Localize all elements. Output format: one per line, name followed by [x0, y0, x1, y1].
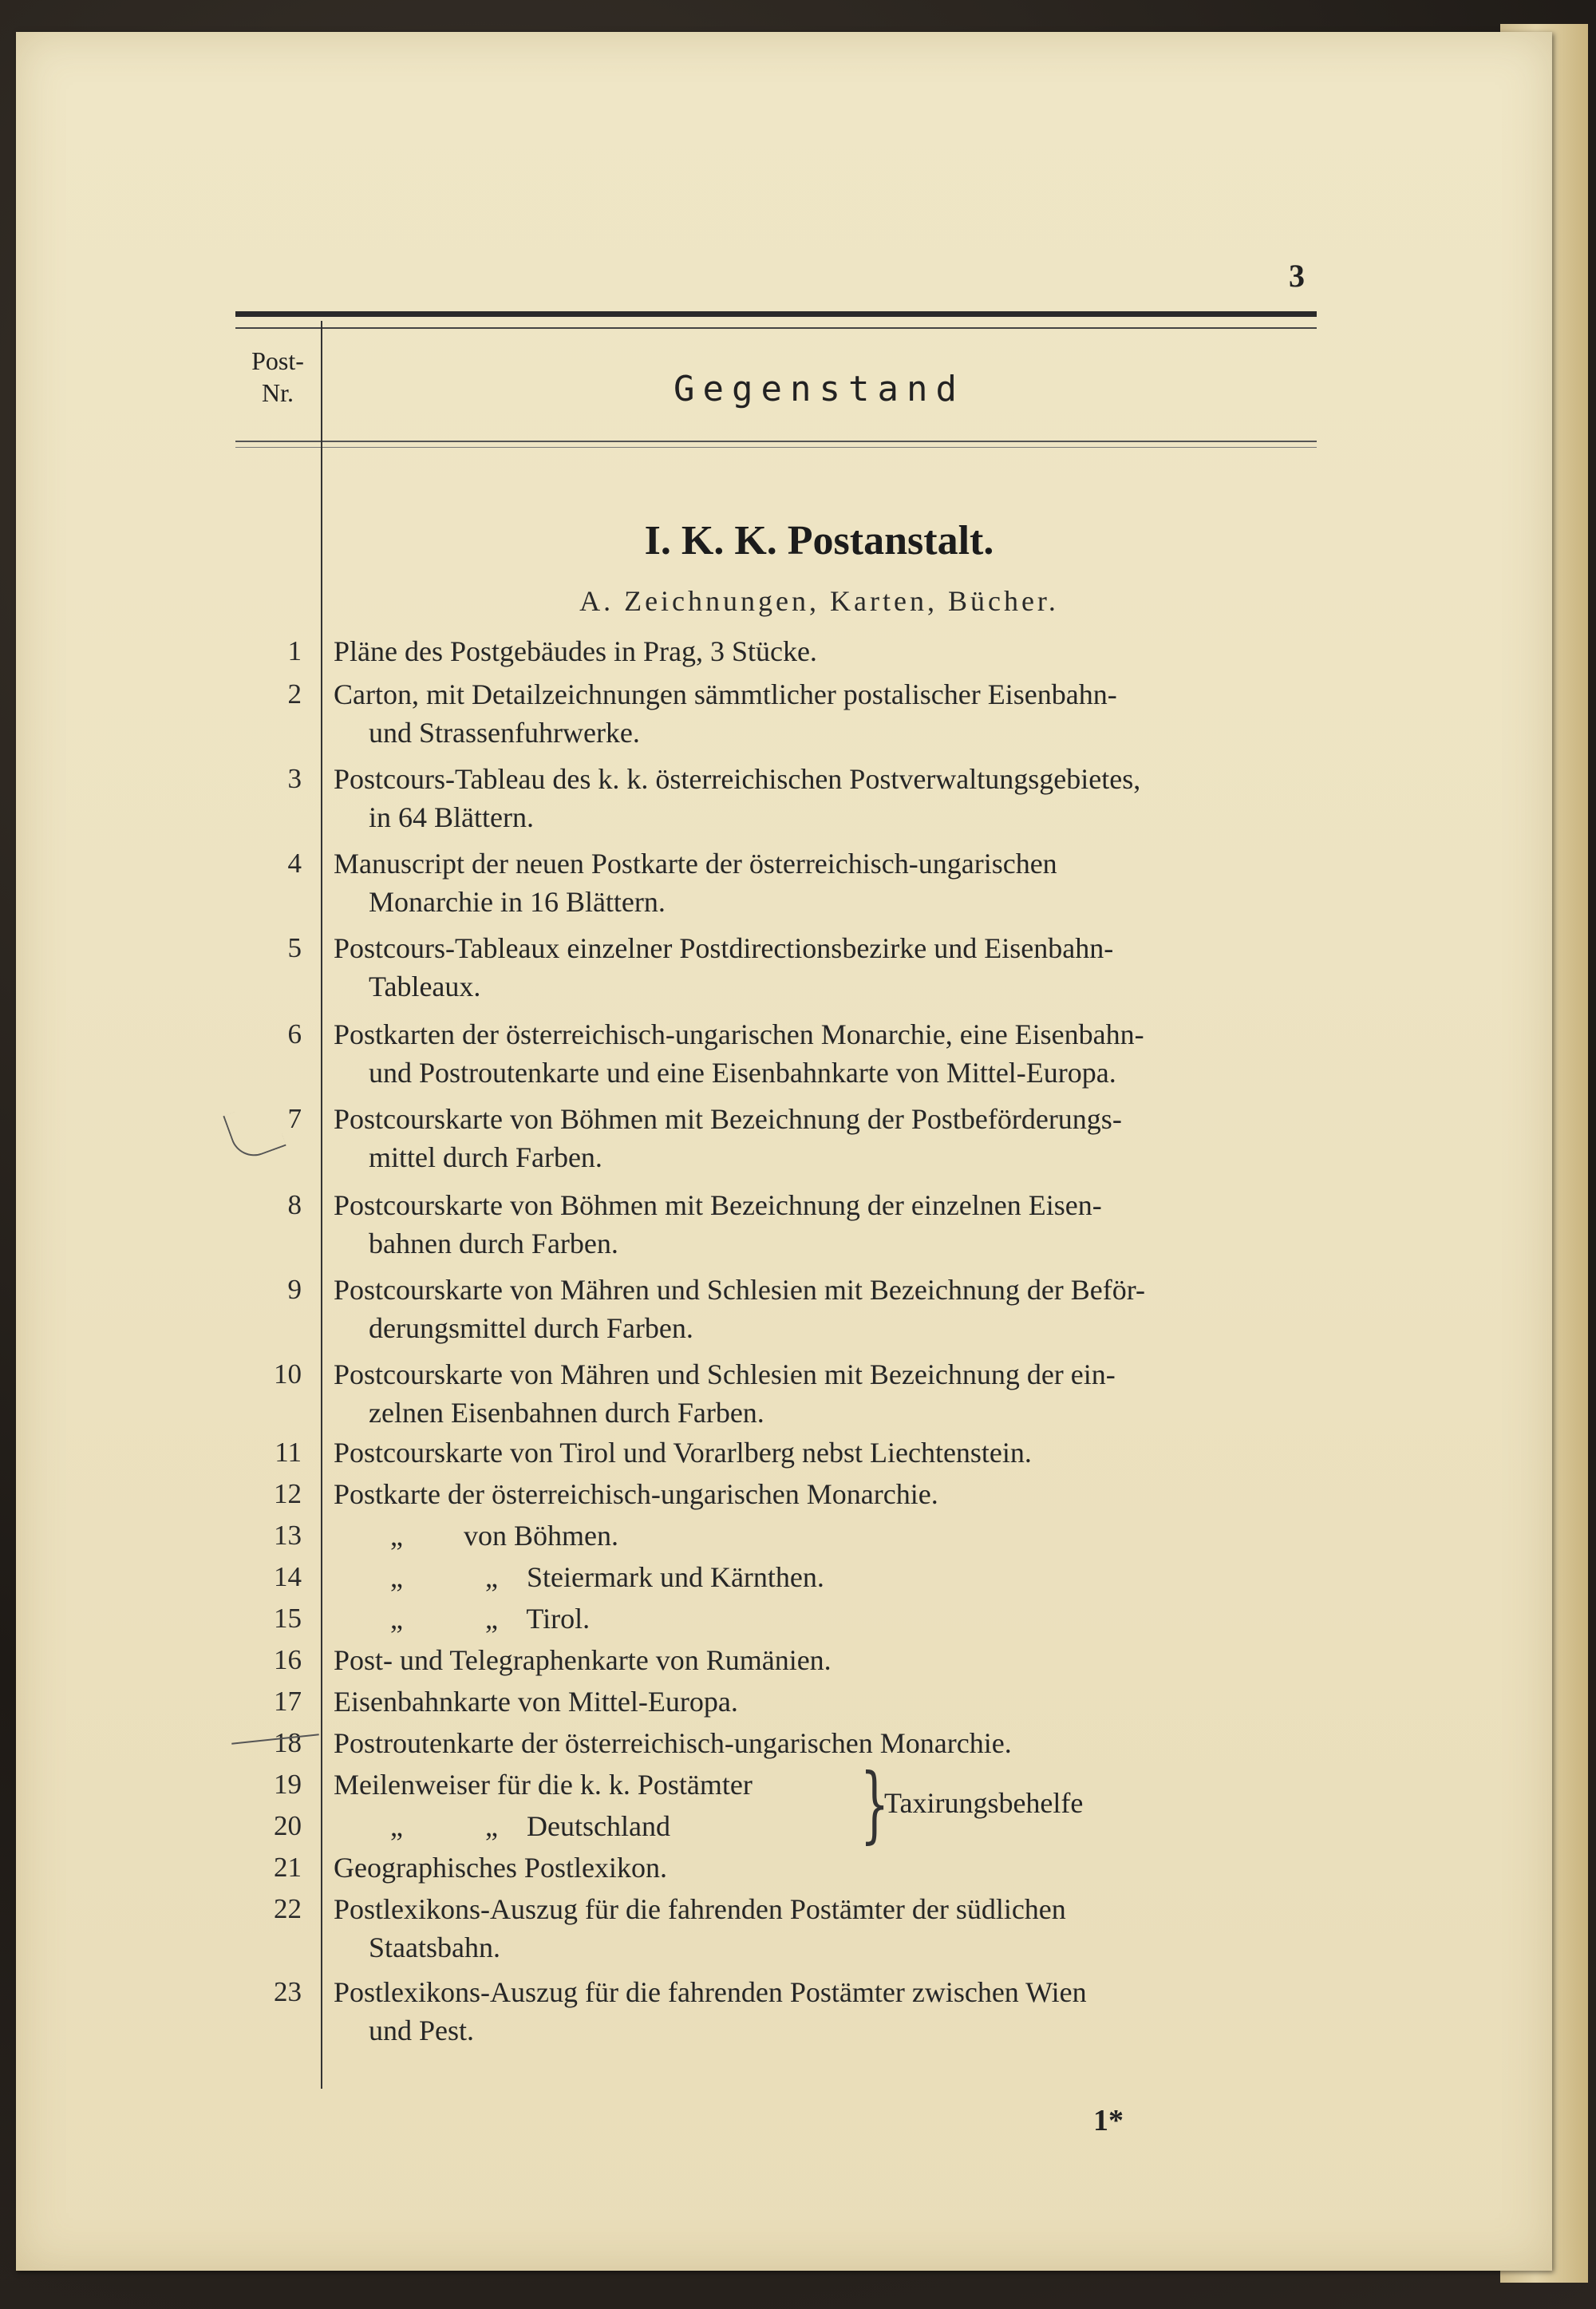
item-number: 9	[287, 1274, 302, 1305]
item-number: 18	[274, 1727, 302, 1758]
item-number: 3	[287, 763, 302, 794]
item-text: Post- und Telegraphenkarte von Rumänien.	[334, 1644, 832, 1676]
item-text: Pläne des Postgebäudes in Prag, 3 Stücke.	[334, 635, 817, 667]
item-text: „ „ Deutschland	[334, 1807, 1315, 1845]
column-header-gegenstand: Gegenstand	[674, 369, 965, 409]
ditto-mark: „	[485, 1810, 498, 1842]
item-text: Postcours-Tableaux einzelner Postdirectionsbezirke und Eisenbahn- Tableaux.	[334, 932, 1114, 1002]
item-text: „ von Böhmen.	[334, 1516, 1315, 1555]
item-text: Manuscript der neuen Postkarte der österreichisch-ungarischen Monarchie in 16 Blättern.	[334, 848, 1057, 918]
item-text: Postcourskarte von Böhmen mit Bezeichnung der Postbeförderungs- mittel durch Farben.	[334, 1103, 1122, 1173]
item-text: Postlexikons-Auszug für die fahrenden Postämter zwischen Wien und Pest.	[334, 1976, 1087, 2046]
item-text: Postcourskarte von Mähren und Schlesien mit Bezeichnung der ein- zelnen Eisenbahnen durch Farben.	[334, 1358, 1116, 1429]
header-bottom-rule	[235, 441, 1317, 442]
ditto-mark: „	[390, 1520, 403, 1552]
item-text: Carton, mit Detailzeichnungen sämmtlicher postalischer Eisenbahn- und Strassenfuhrwerke.	[334, 678, 1117, 749]
item-number: 8	[287, 1189, 302, 1220]
item-number: 5	[287, 932, 302, 963]
curly-brace: }	[859, 1755, 890, 1852]
item-number: 12	[274, 1478, 302, 1509]
item-text: Geographisches Postlexikon.	[334, 1852, 667, 1884]
item-text: Postcourskarte von Böhmen mit Bezeichnung der einzelnen Eisen- bahnen durch Farben.	[334, 1189, 1102, 1259]
item-number: 10	[274, 1358, 302, 1390]
item-number: 1	[287, 635, 302, 666]
item-text: „ „ Steiermark und Kärnthen.	[334, 1558, 1315, 1596]
item-number: 13	[274, 1520, 302, 1551]
item-number: 14	[274, 1561, 302, 1592]
item-number: 23	[274, 1976, 302, 2007]
item-text: Postcours-Tableau des k. k. österreichischen Postverwaltungsgebietes, in 64 Blättern.	[334, 763, 1141, 833]
item-number: 17	[274, 1686, 302, 1717]
item-text: Postkarten der österreichisch-ungarischen Monarchie, eine Eisenbahn- und Postroutenkarte und eine Eisenbahnkarte von Mittel-Europa.	[334, 1018, 1144, 1089]
item-text: Postcourskarte von Mähren und Schlesien mit Bezeichnung der Beför- derungsmittel durch Farben.	[334, 1274, 1146, 1344]
document-page	[16, 32, 1552, 2271]
ditto-mark: „	[485, 1561, 498, 1593]
post-nr-line2: Nr.	[262, 378, 294, 407]
item-number: 20	[274, 1810, 302, 1841]
item-text: Postlexikons-Auszug für die fahrenden Postämter der südlichen Staatsbahn.	[334, 1893, 1066, 1963]
item-text: Meilenweiser für die k. k. Postämter	[334, 1769, 753, 1801]
item-number: 19	[274, 1769, 302, 1800]
header-bottom-rule-2	[235, 447, 1317, 448]
item-number: 11	[275, 1437, 302, 1468]
ditto-mark: „	[390, 1561, 403, 1593]
item-text: „ „ Tirol.	[334, 1599, 1315, 1638]
page-number: 3	[1289, 258, 1305, 294]
signature-mark: 1*	[1093, 2104, 1124, 2137]
item-text: Eisenbahnkarte von Mittel-Europa.	[334, 1686, 738, 1718]
item-number: 16	[274, 1644, 302, 1675]
header-rule-thick	[235, 311, 1317, 317]
item-number: 2	[287, 678, 302, 710]
item-number: 7	[287, 1103, 302, 1134]
column-header-post-nr	[238, 345, 318, 409]
item-number: 15	[274, 1603, 302, 1634]
brace-label: Taxirungsbehelfe	[884, 1787, 1084, 1819]
item-text: Postroutenkarte der österreichisch-ungarischen Monarchie.	[334, 1727, 1012, 1759]
section-title: I. K. K. Postanstalt.	[644, 518, 994, 563]
section-subtitle: A. Zeichnungen, Karten, Bücher.	[579, 585, 1059, 617]
item-number: 6	[287, 1018, 302, 1050]
item-text: Postkarte der österreichisch-ungarischen Monarchie.	[334, 1478, 938, 1510]
item-number: 4	[287, 848, 302, 879]
item-number: 21	[274, 1852, 302, 1883]
ditto-mark: „	[485, 1603, 498, 1635]
ditto-mark: „	[390, 1810, 403, 1842]
ditto-mark: „	[390, 1603, 403, 1635]
item-text: Postcourskarte von Tirol und Vorarlberg nebst Liechtenstein.	[334, 1437, 1032, 1469]
post-nr-line1: Post-	[251, 346, 304, 375]
item-number: 22	[274, 1893, 302, 1924]
header-rule-thin	[235, 327, 1317, 329]
